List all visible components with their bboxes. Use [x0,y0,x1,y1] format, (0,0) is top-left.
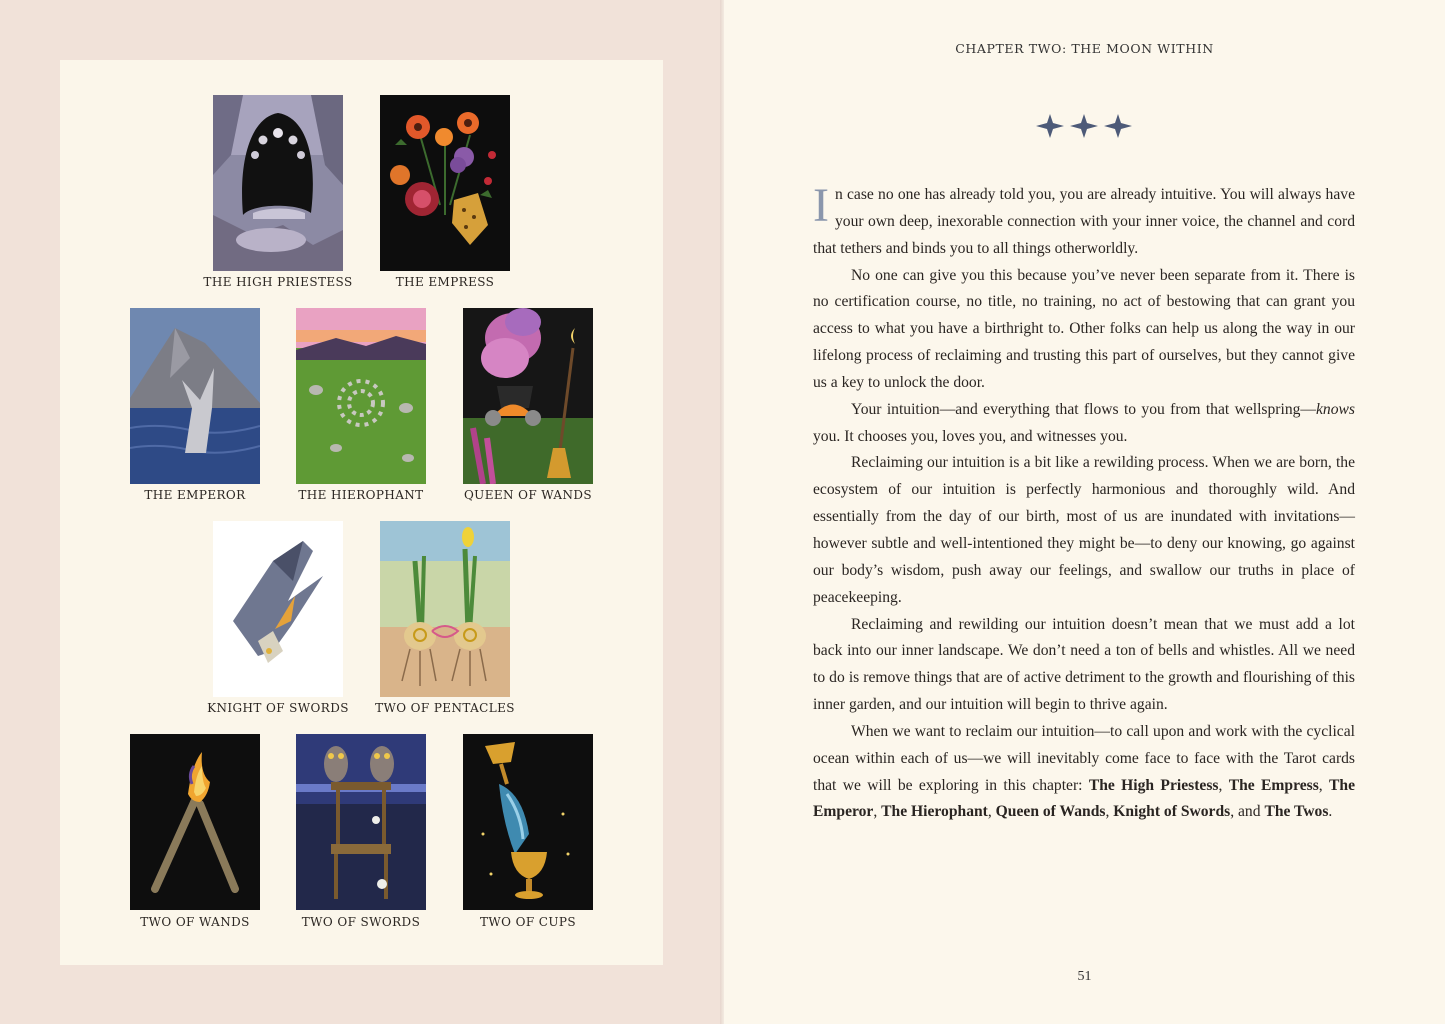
card-label: TWO OF SWORDS [301,915,421,929]
card-name: Queen of Wands [995,803,1106,821]
two-of-pentacles-card-art [380,521,510,697]
emphasis: knows [1316,400,1355,418]
two-of-wands-card-art [130,734,260,910]
knight-of-swords-card-art [213,521,343,697]
empress-card-art [380,95,510,271]
paragraph: No one can give you this because you’ve never been separate from it. There is no certification course, no title, no training, no act of bestowing that can grant you access to what you have a birthright to. Other folks can help us along the way in our lifelong process of reclaiming and trusting this part of ourselves, but they cannot give us a key to unlock the door. [813,266,1355,391]
high-priestess-card-art [213,95,343,271]
left-page [0,0,722,1024]
card-name: The High Priestess [1088,776,1219,794]
card-name: Knight of Swords [1113,803,1231,821]
card-name: The Emperor [813,776,1356,821]
hierophant-card-art [296,308,426,484]
chapter-title: CHAPTER TWO: THE MOON WITHIN [955,41,1214,56]
drop-cap: I [813,179,829,232]
card-label: THE EMPEROR [144,488,246,502]
card-name: The Empress [1228,776,1319,794]
emperor-card-art [130,308,260,484]
paragraph: Your intuition—and everything that flows to you from that wellspring—knows you. It chooses you, loves you, and witnesses you. [813,400,1355,445]
card-label: TWO OF WANDS [140,915,250,929]
card-label: KNIGHT OF SWORDS [207,701,349,715]
card-label: THE HIGH PRIESTESS [203,275,353,289]
queen-of-wands-card-art [463,308,593,484]
paragraph: Reclaiming our intuition is a bit like a rewilding process. When we are born, the ecosystem of our intuition is perfectly harmonious and thoroughly wild. And essentially from the day of our birth, most of us are inundated with invitations—however subtle and well-intentioned they might be—to deny our knowing, go against our body’s wisdom, push away our feelings, and swallow our truths in place of peacekeeping. [813,454,1355,606]
two-of-cups-card-art [463,734,593,910]
three-stars-icon [1034,112,1134,140]
paragraph: In case no one has already told you, you are already intuitive. You will always have your own deep, inexorable connection with your inner voice, the channel and cord that tethers and binds you to all things otherworldly. [813,179,1355,257]
card-name: The Twos [1264,803,1329,821]
paragraph: When we want to reclaim our intuition—to call upon and work with the cyclical ocean within each of us—we will inevitably come face to face with the Tarot cards that we will be exploring in this chapter: The High Priestess, The Empress, The Emperor, The Hierophant, Queen of Wands, Knight of Swords, and The Twos. [813,722,1356,821]
card-name: The Hierophant [881,803,988,821]
card-label: TWO OF CUPS [480,915,576,929]
card-label: THE HIEROPHANT [298,488,424,502]
card-label: THE EMPRESS [395,275,495,289]
page-number: 51 [1077,969,1092,984]
chapter-body-text [813,179,1356,826]
card-label: QUEEN OF WANDS [463,488,593,502]
two-of-swords-card-art [296,734,426,910]
right-page [724,0,1445,1024]
card-label: TWO OF PENTACLES [375,701,515,715]
paragraph: Reclaiming and rewilding our intuition doesn’t mean that we must add a lot back into our inner landscape. We don’t need a ton of bells and whistles. All we need to do is remove things that are of active detriment to the growth and flourishing of this inner garden, and our intuition will begin to thrive again. [813,615,1355,714]
